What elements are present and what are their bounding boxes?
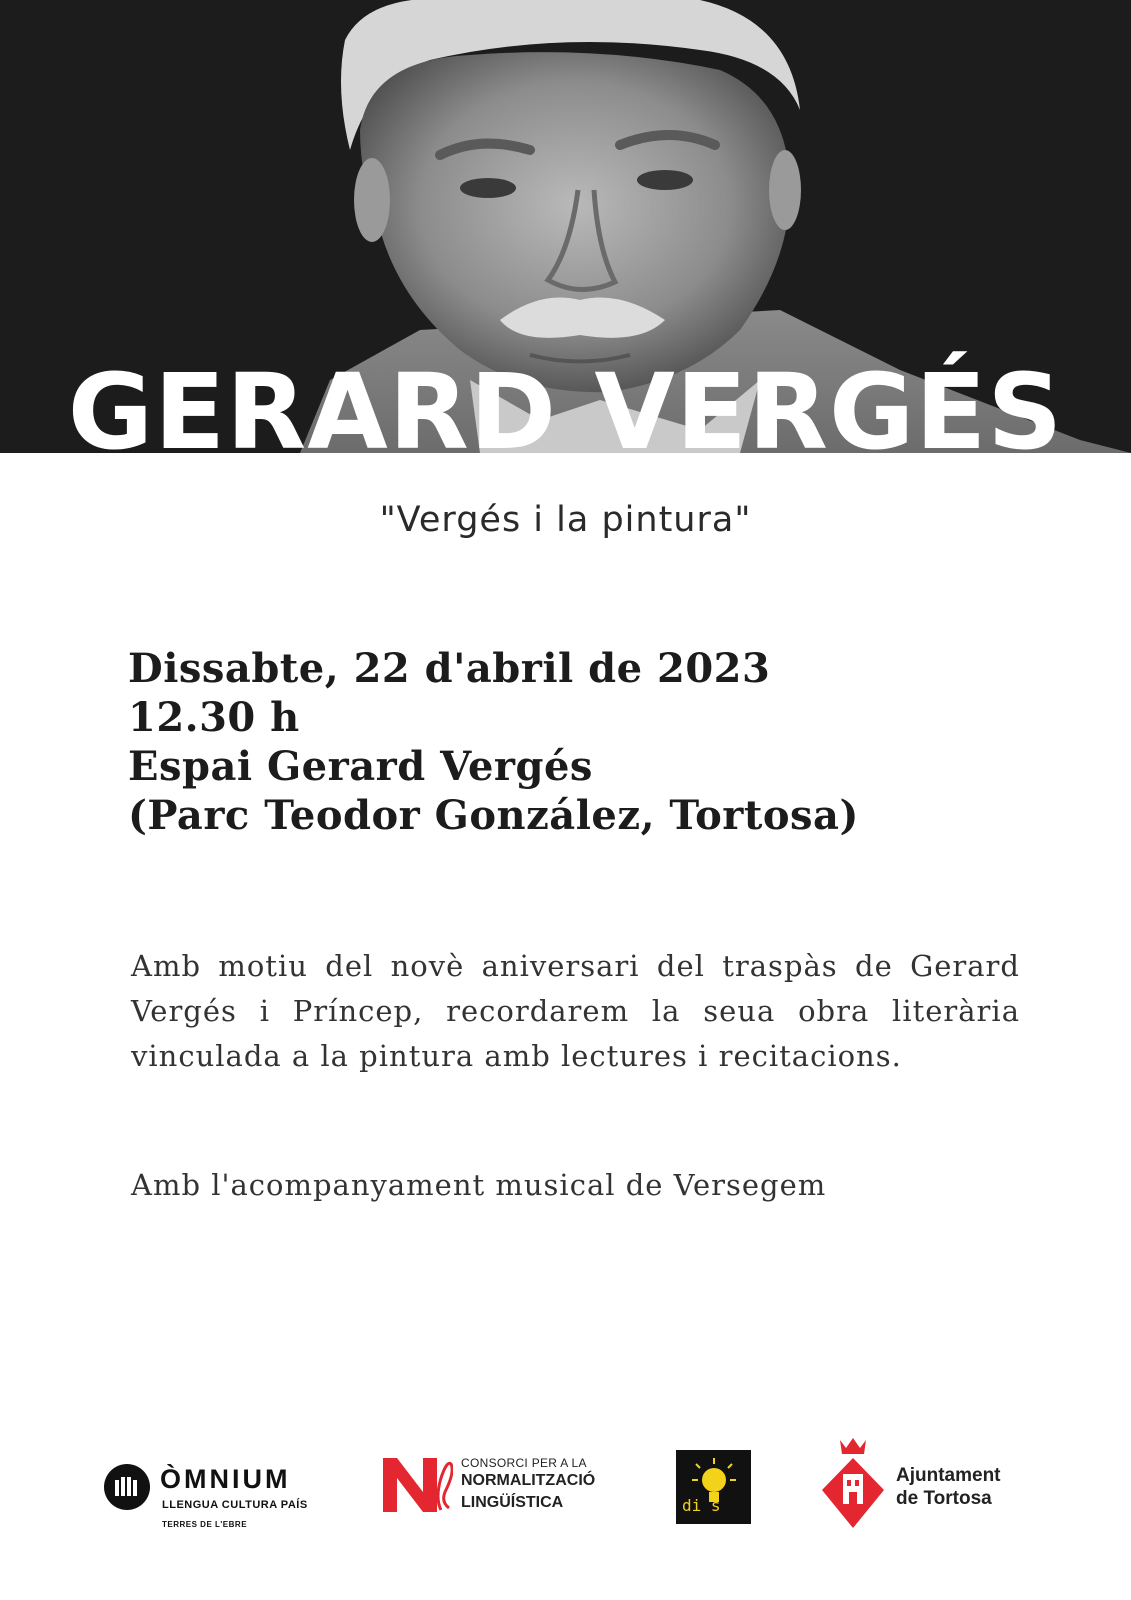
event-time: 12.30 h	[128, 694, 300, 741]
ajuntament-line1: Ajuntament	[896, 1465, 1001, 1486]
event-details	[128, 644, 1028, 840]
cpnl-mark-icon	[383, 1458, 453, 1512]
event-date: Dissabte, 22 d'abril de 2023	[128, 645, 771, 692]
event-description: Amb motiu del novè aniversari del traspàs de Gerard Vergés i Príncep, recordarem la seua obra literària vinculada a la pintura amb lectures i recitacions.	[131, 949, 1020, 1073]
music-note: Amb l'acompanyament musical de Versegem	[131, 1168, 827, 1202]
cpnl-line2: NORMALITZACIÓ	[461, 1472, 596, 1489]
sponsor-logos	[0, 1420, 1131, 1550]
hero-title: GERARD VERGÉS	[67, 351, 1064, 453]
cpnl-logo	[383, 1450, 603, 1514]
dis-label: di s	[682, 1496, 721, 1515]
omnium-mark-icon	[104, 1464, 150, 1510]
event-location: (Parc Teodor González, Tortosa)	[128, 792, 859, 839]
event-venue: Espai Gerard Vergés	[128, 743, 593, 790]
hero-banner	[0, 0, 1131, 453]
event-subtitle: "Vergés i la pintura"	[379, 500, 752, 540]
ajuntament-line2: de Tortosa	[896, 1488, 992, 1509]
omnium-logo	[104, 1460, 324, 1530]
tortosa-crest-icon	[820, 1434, 886, 1530]
dis-logo	[676, 1450, 751, 1524]
ajuntament-logo	[820, 1434, 1040, 1534]
cpnl-line3: LINGÜÍSTICA	[461, 1494, 564, 1511]
cpnl-line1: CONSORCI PER A LA	[461, 1456, 587, 1470]
omnium-tagline: LLENGUA CULTURA PAÍS	[162, 1499, 308, 1511]
omnium-region: TERRES DE L'EBRE	[162, 1520, 248, 1529]
omnium-name: ÒMNIUM	[160, 1464, 291, 1494]
